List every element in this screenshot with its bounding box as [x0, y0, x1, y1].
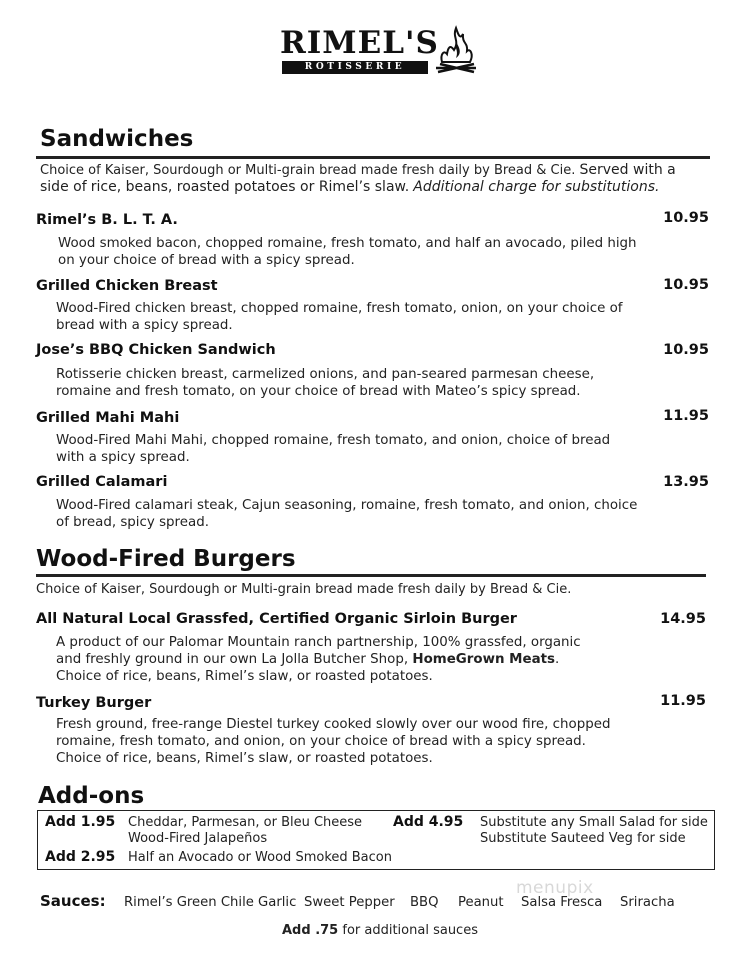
sauce-option: Sriracha — [620, 895, 675, 910]
menu-item-name: Turkey Burger — [36, 695, 152, 711]
addon-option: Substitute any Small Salad for side — [480, 815, 708, 830]
sandwiches-intro-small: Choice of Kaiser, Sourdough or Multi-grain bread made fresh daily by Bread & Cie. — [40, 163, 576, 178]
menu-item-description — [56, 634, 596, 685]
menu-item-name: Grilled Calamari — [36, 474, 168, 490]
menu-item-name: Grilled Mahi Mahi — [36, 410, 180, 426]
burger-desc-part-b: . Choice of rice, beans, Rimel’s slaw, or roasted potatoes. — [56, 652, 560, 684]
menu-item-description: Wood-Fired chicken breast, chopped romaine, fresh tomato, onion, on your choice of bread with a spicy spread. — [56, 301, 623, 333]
menu-item-description: Fresh ground, free-range Diestel turkey cooked slowly over our wood fire, chopped romaine, fresh tomato, and onion, on your choice of bread with a spicy spread. Choice of rice, beans, Rimel’s slaw, or roasted potatoes. — [56, 717, 611, 766]
additional-sauce-text: for additional sauces — [342, 923, 478, 938]
menu-item-name: All Natural Local Grassfed, Certified Organic Sirloin Burger — [36, 611, 517, 627]
menu-item-description: Wood-Fired Mahi Mahi, chopped romaine, fresh tomato, and onion, choice of bread with a spicy spread. — [56, 433, 611, 465]
sauce-option: Peanut — [458, 895, 504, 910]
menu-item-name: Rimel’s B. L. T. A. — [36, 212, 178, 228]
menu-item-price: 14.95 — [660, 611, 706, 627]
addon-price-label: Add 4.95 — [393, 814, 464, 830]
addon-option: Wood-Fired Jalapeños — [128, 831, 268, 846]
sandwiches-intro-big1: Served with a side of — [40, 162, 676, 195]
burger-desc-part-a: A product of our Palomar Mountain ranch partnership, 100% grassfed, organic and freshly ground in our own La Jolla Butcher Shop, — [56, 635, 581, 667]
menu-item-description: Wood smoked bacon, chopped romaine, fresh tomato, and half an avocado, piled high on your choice of bread with a spicy spread. — [58, 236, 637, 268]
menu-item-price: 10.95 — [663, 277, 709, 293]
addons-heading: Add-ons — [38, 783, 145, 809]
menu-item-price: 10.95 — [663, 342, 709, 358]
menu-item-price: 11.95 — [660, 693, 706, 709]
sandwiches-intro — [40, 162, 708, 196]
sandwiches-rule — [36, 156, 710, 159]
sauce-option: Salsa Fresca — [521, 895, 603, 910]
addon-price-label: Add 1.95 — [45, 814, 116, 830]
sauce-option: BBQ — [410, 895, 439, 910]
burgers-rule — [36, 574, 706, 577]
addon-option: Substitute Sauteed Veg for side — [480, 831, 686, 846]
sandwiches-intro-italic: Additional charge for substitutions. — [413, 179, 660, 195]
menu-item-description: Wood-Fired calamari steak, Cajun seasoning, romaine, fresh tomato, and onion, choice of bread, spicy spread. — [56, 498, 638, 530]
homegrown-meats-link-text: HomeGrown Meats — [412, 652, 555, 667]
sauces-label: Sauces: — [40, 892, 106, 910]
menu-item-name: Grilled Chicken Breast — [36, 278, 218, 294]
burgers-heading: Wood-Fired Burgers — [36, 546, 296, 572]
restaurant-logo — [280, 24, 485, 76]
menu-item-price: 13.95 — [663, 474, 709, 490]
logo-subtitle: ROTISSERIE — [282, 61, 428, 74]
watermark: menupix — [516, 878, 594, 898]
menu-item-name: Jose’s BBQ Chicken Sandwich — [36, 342, 276, 358]
burgers-intro: Choice of Kaiser, Sourdough or Multi-grain bread made fresh daily by Bread & Cie. — [36, 582, 572, 597]
menu-item-price: 10.95 — [663, 210, 709, 226]
addon-option: Half an Avocado or Wood Smoked Bacon — [128, 850, 392, 865]
sandwiches-heading: Sandwiches — [40, 126, 194, 152]
addon-option: Cheddar, Parmesan, or Bleu Cheese — [128, 815, 363, 830]
sandwiches-intro-big2: rice, beans, roasted potatoes or Rimel’s slaw. — [90, 179, 410, 195]
logo-wordmark: RIMEL'S — [280, 25, 439, 61]
sauce-option: Rimel’s Green Chile Garlic — [124, 895, 297, 910]
addon-price-label: Add 2.95 — [45, 849, 116, 865]
fire-icon — [430, 24, 482, 76]
sauce-option: Sweet Pepper — [304, 895, 395, 910]
additional-sauce-note — [282, 923, 478, 938]
menu-item-price: 11.95 — [663, 408, 709, 424]
additional-sauce-price: Add .75 — [282, 923, 339, 938]
menu-item-description: Rotisserie chicken breast, carmelized onions, and pan-seared parmesan cheese, romaine and fresh tomato, on your choice of bread with Mateo’s spicy spread. — [56, 367, 595, 399]
